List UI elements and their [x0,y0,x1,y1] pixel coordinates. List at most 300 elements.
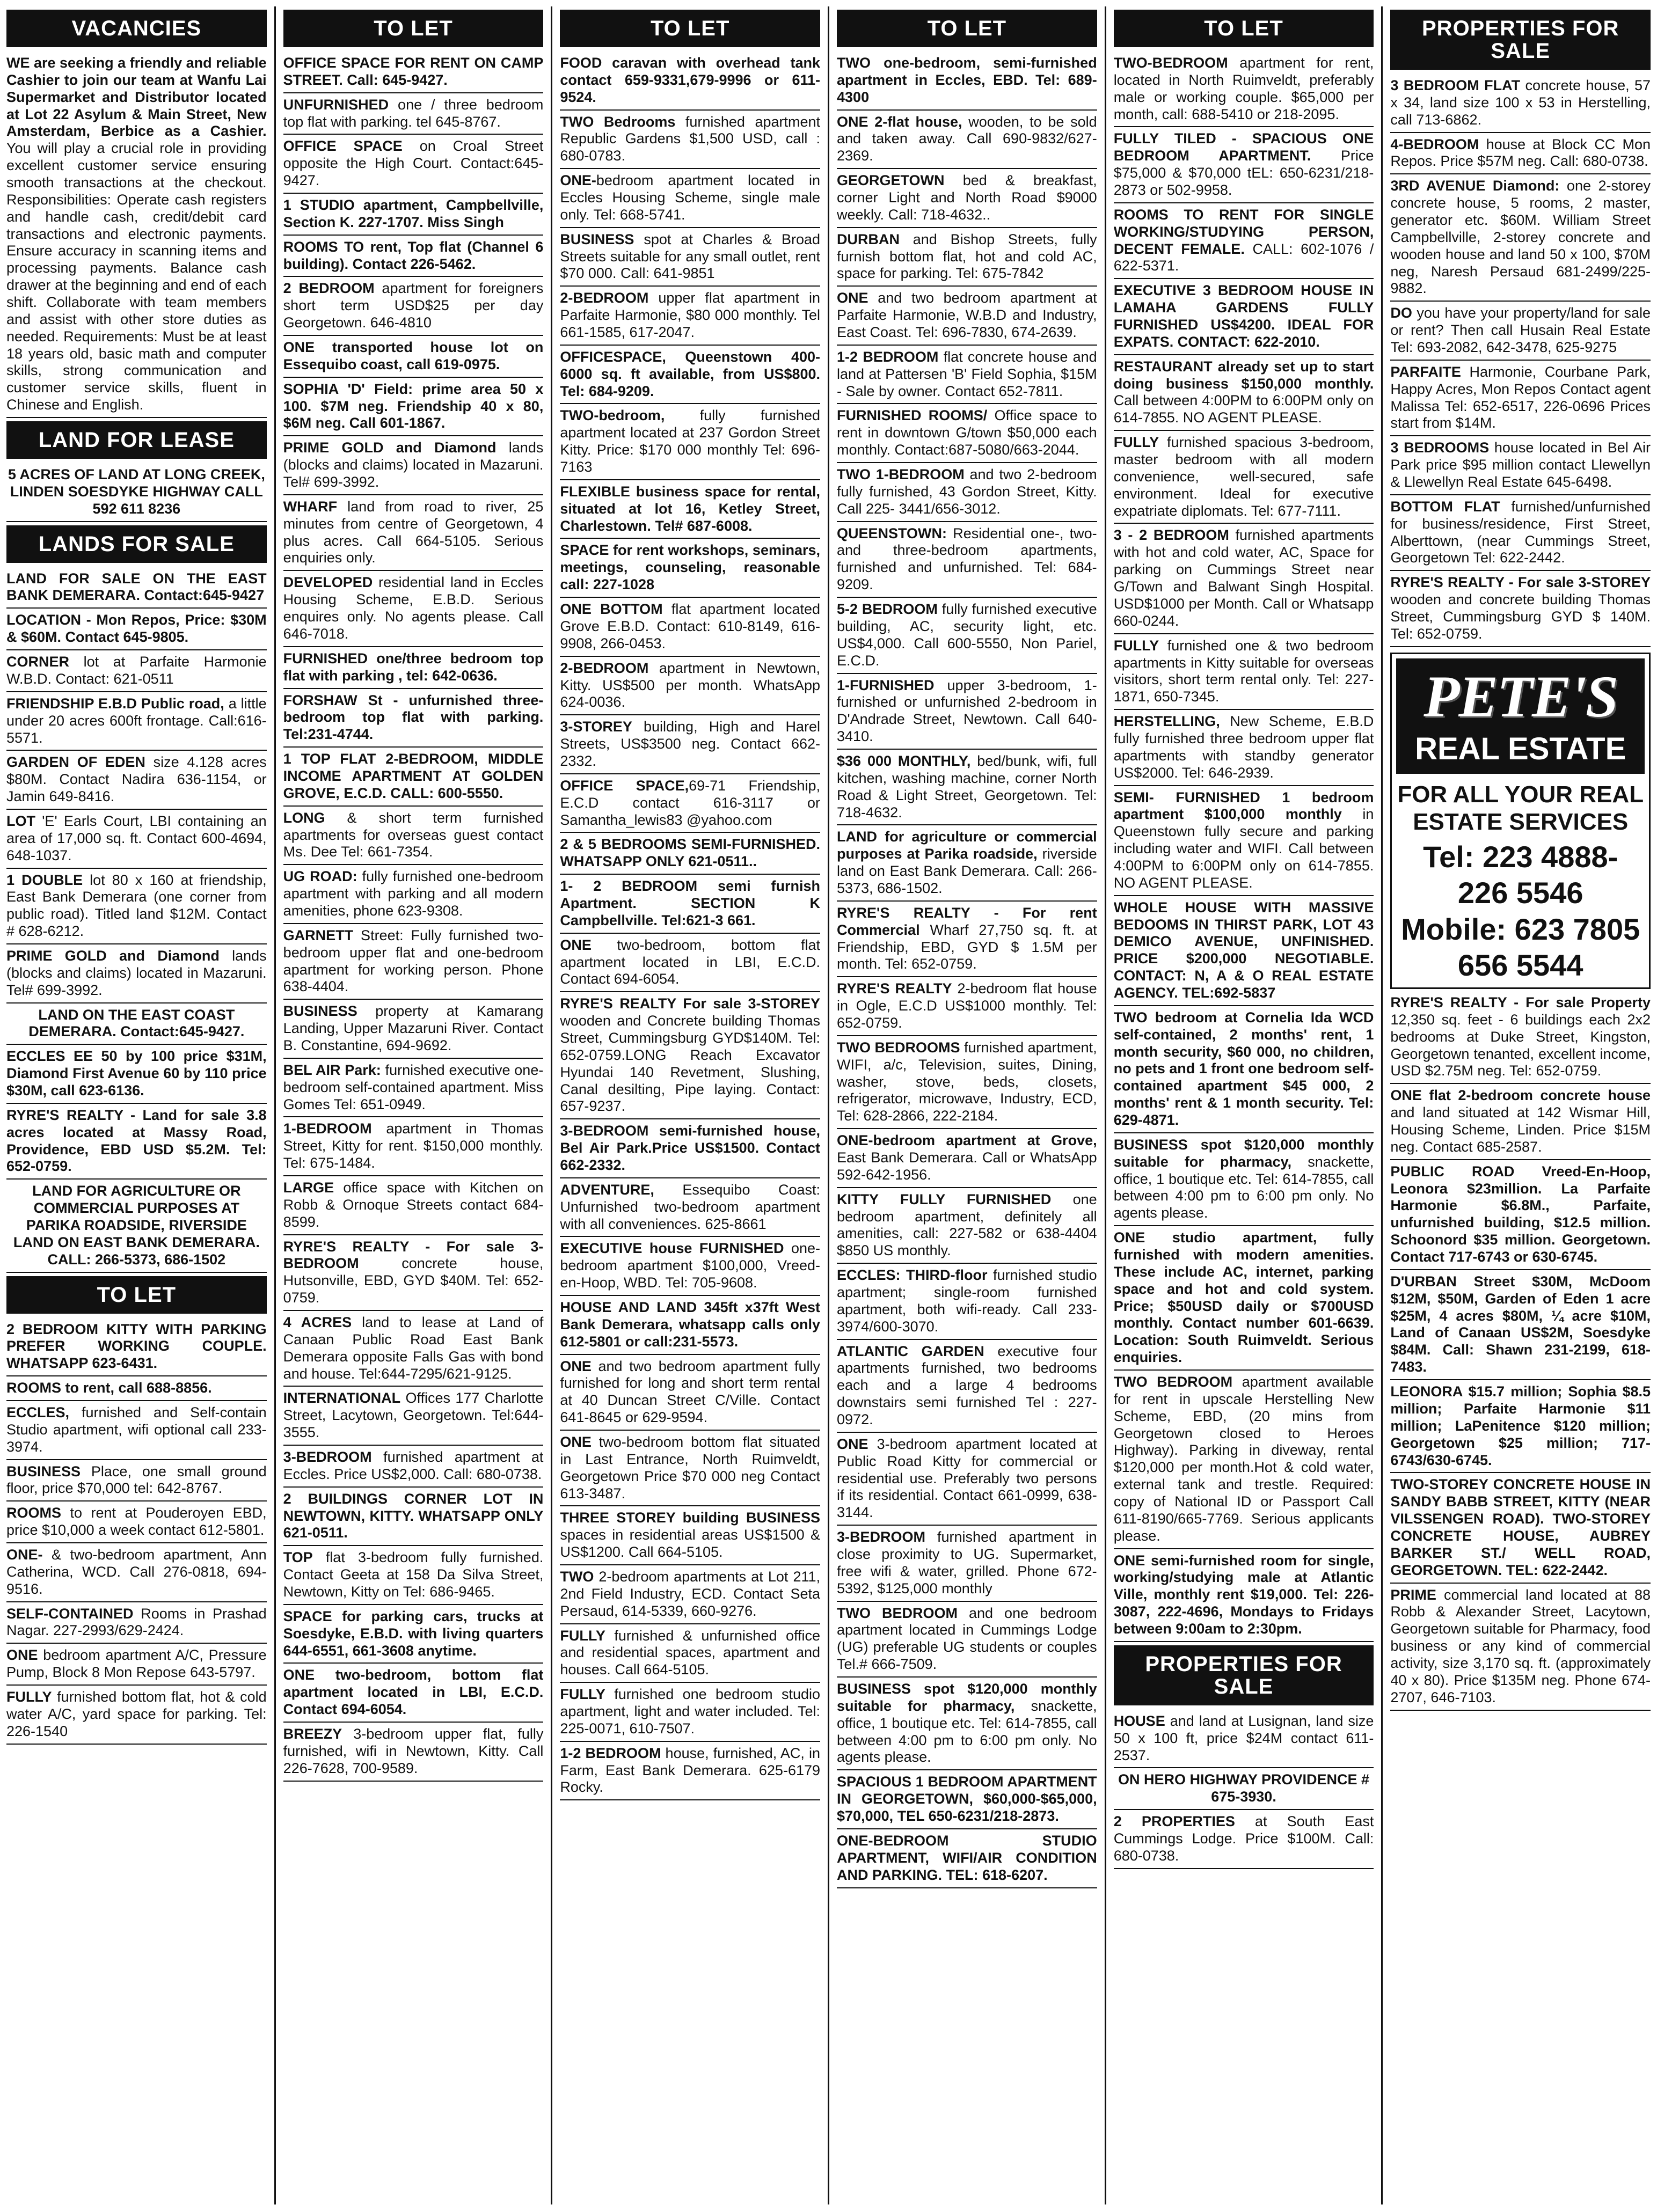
section-header-properties-for-sale: PROPERTIES FOR SALE [1114,1645,1374,1705]
section-header-to-let: TO LET [283,10,544,47]
classified-ad [1114,1552,1374,1642]
classified-ad [837,525,1097,598]
classified-ad [837,829,1097,901]
classified-ad [837,1436,1097,1526]
classified-ad [6,570,267,609]
ad-body-text: lot at Parfaite Harmonie W.B.D. Contact: 621-0511 [6,654,267,687]
classified-ad [560,1358,820,1431]
ad-lead-text: ONE- [560,172,596,189]
ad-body-text: flat 3-bedroom fully furnished. Contact Geeta at 158 Da Silva Street, Newtown, Kitty on Tel: 686-9465. [283,1549,544,1600]
classified-ad [1390,1383,1651,1473]
classified-ad [6,754,267,810]
ad-lead-text: RYRE'S REALTY - For sale 3-BEDROOM [283,1238,544,1272]
ad-lead-text: SELF-CONTAINED [6,1605,134,1622]
ad-lead-text: SPACE for parking cars, trucks at Soesdyke, E.B.D. with living quarters 644-6551, 661-3608 anytime. [283,1608,544,1659]
ad-body-text: in Queenstown fully secure and parking including water and WIFI. Call between 4:00PM to 6:00PM only on 614-7855. NO AGENT PLEASE. [1113,806,1374,891]
ad-lead-text: TOP [283,1549,313,1566]
ad-lead-text: DEVELOPED [283,574,373,591]
ad-lead-text: 1- 2 BEDROOM semi furnish Apartment. SECTION K Campbellville. Tel:621-3 661. [560,878,821,928]
ad-lead-text: 1-BEDROOM [283,1120,372,1137]
ad-lead-text: HOUSE [1113,1712,1165,1729]
ad-lead-text: BOTTOM FLAT [1390,498,1500,515]
ad-lead-text: FULLY [1113,434,1159,451]
ad-body-text: land from road to river, 25 minutes from centre of Georgetown, 4 plus acres. Call 664-5105. Serious enquiries only. [283,498,544,566]
classified-ad [283,97,544,135]
ad-lead-text: PRIME [1390,1586,1436,1603]
classified-ad [560,601,820,657]
ad-lead-text: FLEXIBLE business space for rental, situated at lot 16, Ketley Street, Charlestown. Tel# 687-6008. [560,483,821,534]
ad-lead-text: 2-BEDROOM [560,660,649,676]
classified-ad [837,1343,1097,1433]
ad-lead-text: 3 BEDROOMS [1390,440,1490,456]
logo-mobile-2: 656 5544 [1457,948,1583,982]
ad-body-text: Street: Fully furnished two-bedroom upper flat and one-bedroom apartment for working person. Phone 638-4404. [283,927,544,995]
classified-ad [6,1505,267,1543]
ad-body-text: Place, one small ground floor, price $70,000 tel: 642-8767. [6,1463,267,1497]
ad-lead-text: ONE BOTTOM [560,601,663,618]
classified-ad [1114,130,1374,203]
classified-ad [1390,136,1651,175]
ad-body-text: you have your property/land for sale or rent? Then call Husain Real Estate Tel: 693-2082, 642-3478, 625-9275 [1390,305,1651,356]
classified-ad [283,1390,544,1446]
classified-ad [6,1380,267,1401]
ad-lead-text: FULLY [1113,637,1159,654]
ad-body-text: and two 2-bedroom fully furnished, 43 Gordon Street, Kitty. Call 225- 3441/656-3012. [837,466,1097,517]
ad-lead-text: ROOMS to rent, call 688-8856. [6,1380,212,1396]
section-header-to-let: TO LET [1114,10,1374,47]
classified-ad [837,1605,1097,1678]
classified-ad [837,1132,1097,1188]
ad-body-text: furnished studio apartment; single-room furnished apartment, both wifi-ready. Call 233-3974/600-3070. [837,1267,1097,1335]
ad-body-text: and land situated at 142 Wismar Hill, Housing Scheme, Linden. Price $15M neg. Contact 685-2587. [1390,1104,1651,1155]
ad-lead-text: QUEENSTOWN: [837,525,947,541]
classified-ad [837,1267,1097,1339]
ad-body-text: apartment for foreigners short term USD$25 per day Georgetown. 646-4810 [283,280,544,331]
column-4 [837,6,1106,2204]
ad-lead-text: 1-2 BEDROOM [560,1745,661,1761]
ad-lead-text: PARFAITE [1390,363,1461,380]
ad-lead-text: ATLANTIC GARDEN [837,1343,984,1359]
classified-ad [1390,1163,1651,1270]
classified-ad [283,55,544,93]
classified-ad [560,995,820,1119]
ad-lead-text: 3-BEDROOM semi-furnished house, Bel Air Park.Price US$1500. Contact 662-2332. [560,1123,821,1173]
classified-ad [283,440,544,495]
ad-body-text: Residential one-, two- and three-bedroom apartments, furnished and unfurnished. Tel: 684-9209. [837,525,1097,593]
classified-ad [283,1491,544,1547]
ad-lead-text: LAND for agriculture or commercial purposes at Parika roadside, [837,829,1097,862]
classified-ad [560,542,820,598]
ad-body-text: Rooms in Prashad Nagar. 227-2993/629-2424. [6,1605,267,1639]
classified-ad [6,948,267,1004]
ad-lead-text: ECCLES: THIRD-floor [837,1267,988,1284]
ad-lead-text: ONE transported house lot on Essequibo coast, call 619-0975. [283,339,544,372]
classified-ad [6,466,267,522]
classified-ad [560,1123,820,1178]
ad-lead-text: SPACIOUS 1 BEDROOM APARTMENT IN GEORGETOWN, $60,000-$65,000, $70,000, TEL 650-6231/218-2873. [837,1774,1097,1825]
ad-body-text: East Bank Demerara. Call or WhatsApp 592-642-1956. [837,1149,1097,1183]
ad-lead-text: 1 DOUBLE [6,871,83,888]
classified-ad [283,1726,544,1782]
section-header-properties-for-sale: PROPERTIES FOR SALE [1390,10,1651,70]
classified-ad [6,695,267,751]
ad-lead-text: BUSINESS spot $120,000 monthly suitable for pharmacy, [837,1681,1097,1714]
ad-body-text: office space with Kitchen on Robb & Ornoque Streets contact 684-8599. [283,1179,544,1230]
ad-lead-text: 1-FURNISHED [837,677,935,693]
logo-subtitle: REAL ESTATE [1396,730,1645,774]
ad-lead-text: RYRE'S REALTY - For sale Property [1390,994,1651,1011]
ad-lead-text: TWO BEDROOMS [837,1039,960,1056]
ad-body-text: & short term furnished apartments for overseas guest contact Ms. Dee Tel: 661-7354. [283,809,544,860]
ad-body-text: furnished apartment in close proximity to UG. Supermarket, free wifi & water, grilled. Phone 672-5392, $125,000 monthly [837,1529,1097,1596]
classified-ad [560,878,820,934]
ad-lead-text: 3 - 2 BEDROOM [1113,527,1229,544]
classified-ad [283,1120,544,1176]
ad-body-text: bedroom apartment located in Eccles Housing Scheme, single male only. Tel: 668-5741. [560,172,821,223]
ad-lead-text: TWO BEDROOM [1113,1374,1233,1390]
ad-lead-text: LOT [6,812,35,829]
ad-body-text: furnished bottom flat, hot & cold water A/C, yard space for parking. Tel: 226-1540 [6,1689,267,1739]
classified-ad [1114,1137,1374,1226]
ad-lead-text: 3RD AVENUE Diamond: [1390,178,1560,194]
classified-ad [6,612,267,650]
classified-ad [283,280,544,336]
ad-lead-text: 5-2 BEDROOM [837,601,938,618]
classified-ad [6,1606,267,1644]
ad-body-text: Wharf 27,750 sq. ft. at Friendship, EBD, GYD $ 1.5M per month. Tel: 652-0759. [837,921,1097,972]
ad-lead-text: CORNER [6,654,70,670]
classified-ad [560,1240,820,1296]
classified-ad [1390,178,1651,302]
ad-body-text: 12,350 sq. feet - 6 buildings each 2x2 bedrooms at Duke Street, Kingston, Georgetown tenanted, excellent income, USD $2.75M neg. Tel: 652-0759. [1390,1011,1651,1079]
ad-body-text: on Croal Street opposite the High Court. Contact:645-9427. [283,138,544,189]
classified-ad [1390,77,1651,133]
ad-lead-text: RYRE'S REALTY For sale 3-STOREY [560,995,821,1012]
classified-ad [560,836,820,875]
classified-ad [837,349,1097,405]
ad-lead-text: ONE [560,1434,592,1451]
ad-lead-text: FULLY TILED - SPACIOUS ONE BEDROOM APARTMENT. [1113,130,1374,164]
ad-body-text: two-bedroom, bottom flat apartment located in LBI, E.C.D. Contact 694-6054. [560,936,821,987]
classified-ad [837,55,1097,111]
section-header-to-let: TO LET [560,10,820,47]
ad-lead-text: LAND FOR AGRICULTURE OR COMMERCIAL PURPOSES AT PARIKA ROADSIDE, RIVERSIDE LAND ON EAST BANK DEMERARA. CALL: 266-5373, 686-1502 [13,1183,260,1268]
logo-telephone: Tel: 223 4888- [1423,840,1618,874]
ad-lead-text: 3-STOREY [560,719,632,735]
ad-body-text: executive four apartments furnished, two bedrooms each and a large 4 bedrooms downstairs semi furnished Tel : 227-0972. [837,1343,1097,1428]
ad-lead-text: ADVENTURE, [560,1181,654,1198]
classified-ad [1114,713,1374,786]
ad-body-text: furnished executive one-bedroom self-contained apartment. Miss Gomes Tel: 651-0949. [283,1061,544,1112]
logo-mobile: Mobile: 623 7805 [1401,912,1640,946]
ad-lead-text: SEMI- FURNISHED 1 bedroom apartment $100,000 monthly [1113,789,1374,823]
classified-ad [6,1647,267,1686]
classified-ad [560,1510,820,1565]
ad-lead-text: ROOMS TO RENT FOR SINGLE WORKING/STUDYING PERSON, DECENT FEMALE. [1113,206,1374,257]
classified-ad [283,751,544,807]
ad-lead-text: FORSHAW St - unfurnished three-bedroom top flat with parking. Tel:231-4744. [283,692,544,743]
ad-body-text: spot at Charles & Broad Streets suitable for any small outlet, rent $70 000. Call: 641-9851 [560,231,821,282]
classified-ad [560,1434,820,1506]
ad-body-text: CALL: 602-1076 / 622-5371. [1113,240,1374,274]
classified-ad [6,1183,267,1272]
ad-body-text: upper flat apartment in Parfaite Harmonie, $80 000 monthly. Tel 661-1585, 617-2047. [560,290,821,341]
ad-body-text: fully furnished one-bedroom apartment with parking and all modern amenities, phone 623-9308. [283,868,544,919]
classified-ad [837,1529,1097,1601]
ad-lead-text: FURNISHED one/three bedroom top flat with parking , tel: 642-0636. [283,650,544,684]
ad-lead-text: UNFURNISHED [283,96,389,113]
ad-lead-text: FOOD caravan with overhead tank contact 659-9331,679-9996 or 611-9524. [560,55,821,105]
classified-ad [1114,1009,1374,1133]
ad-body-text: fully furnished executive building, AC, security light, etc. US$4,000. Call 600-5550, Non Pariel, E.C.D. [837,601,1097,669]
logo-telephone-2: 226 5546 [1457,876,1583,910]
classified-ad [1390,994,1651,1084]
classified-ad [560,1686,820,1742]
classified-ad [6,55,267,418]
ad-lead-text: 2-BEDROOM [560,290,649,306]
ad-lead-text: $36 000 MONTHLY, [837,752,971,769]
ad-body-text: furnished apartment at Eccles. Price US$2,000. Call: 680-0738. [283,1449,544,1482]
classified-ad [283,927,544,1000]
classified-ad [837,1833,1097,1888]
ad-body-text: a little under 20 acres 600ft frontage. Call:616-5571. [6,695,267,746]
ad-lead-text: SPACE for rent workshops, seminars, meetings, counseling, reasonable call: 227-1028 [560,542,821,593]
classified-ad [1390,574,1651,647]
petes-real-estate-ad [1390,653,1651,989]
classified-ad [6,813,267,869]
classified-ad [837,1039,1097,1129]
ad-body-text: house at Block CC Mon Repos. Price $57M neg. Call: 680-0738. [1390,136,1651,170]
classified-ad [283,1549,544,1605]
ad-lead-text: FRIENDSHIP E.B.D Public road, [6,695,224,712]
ad-lead-text: GEORGETOWN [837,172,945,189]
ad-lead-text: OFFICESPACE, Queenstown 400-6000 sq. ft available, from US$800. Tel: 684-9209. [560,348,821,399]
ad-lead-text: LAND FOR SALE ON THE EAST BANK DEMERARA. Contact:645-9427 [6,570,267,604]
classified-ad [6,1547,267,1602]
section-header-lands-for-sale: LANDS FOR SALE [6,525,267,563]
ad-lead-text: 1 TOP FLAT 2-BEDROOM, MIDDLE INCOME APARTMENT AT GOLDEN GROVE, E.C.D. CALL: 600-5550. [283,751,544,801]
classified-ad [837,231,1097,287]
ad-body-text: and two bedroom apartment at Parfaite Harmonie, W.B.D and Industry, East Coast. Tel: 696-7830, 674-2639. [837,290,1097,341]
ad-lead-text: HERSTELLING, [1113,713,1220,730]
ad-lead-text: UG ROAD: [283,868,357,885]
ad-body-text: commercial land located at 88 Robb & Alexander Street, Lacytown, Georgetown suitable for Pharmacy, food business or any kind of commercial activity, size 3,170 sq. ft. (approximately 40 x 80). Price $135M neg. Phone 674-2707, 646-7103. [1390,1586,1651,1705]
ad-body-text: and land at Lusignan, land size 50 x 100 ft, price $24M contact 611-2537. [1113,1712,1374,1763]
classified-ad [837,601,1097,673]
classified-ad [1114,789,1374,896]
ad-lead-text: LOCATION - Mon Repos, Price: $30M & $60M. Contact 645-9805. [6,612,267,646]
classified-ad [1114,358,1374,431]
ad-body-text: wooden and concrete building Thomas Street, Cummingsburg GYD $ 140M. Tel: 652-0759. [1390,591,1651,642]
ad-body-text: snackette, office, 1 boutique etc. Tel: 614-7855, call between 4:00 pm to 6:00 pm only. No agents please. [837,1697,1097,1766]
ad-body-text: one / three bedroom top flat with parking. tel 645-8767. [283,96,544,130]
ad-lead-text: ONE studio apartment, fully furnished with modern amenities. These include AC, internet, parking space and hot and cold system. Price; $50USD daily or $700USD monthly. Contact number 601-6639. Location: South Ruimveldt. Serious enquiries. [1113,1229,1374,1366]
classified-ad [1390,1587,1651,1711]
classified-ad [283,1062,544,1118]
ad-body-text: 69-71 Friendship, E.C.D contact 616-3117 or Samantha_lewis83 @yahoo.com [560,777,821,828]
ad-body-text: one-bedroom apartment $100,000, Vreed-en-Hoop, WBD. Tel: 705-9608. [560,1240,821,1291]
ad-body-text: riverside land on East Bank Demerara. Call: 266-5373, 686-1502. [837,846,1097,896]
ad-lead-text: RYRE'S REALTY - Land for sale 3.8 acres located at Massy Road, Providence, EBD USD $5.2M. Tel: 652-0759. [6,1107,267,1175]
classified-ad [1390,1087,1651,1160]
classified-ad [283,810,544,866]
ad-lead-text: TWO-BEDROOM [1113,55,1228,71]
classified-ad [560,1299,820,1355]
classified-ad [1390,1273,1651,1380]
classified-ad [1114,1713,1374,1769]
ad-lead-text: RYRE'S REALTY - For sale 3-STOREY [1390,574,1651,591]
ad-lead-text: ONE two-bedroom, bottom flat apartment located in LBI, E.C.D. Contact 694-6054. [283,1667,544,1718]
ad-lead-text: TWO BEDROOM [837,1605,958,1621]
ad-lead-text: ECCLES, [6,1404,70,1420]
ad-lead-text: TWO 1-BEDROOM [837,466,965,483]
ad-lead-text: ROOMS TO rent, Top flat (Channel 6 building). Contact 226-5462. [283,238,544,272]
ad-lead-text: BREEZY [283,1726,342,1742]
classified-ad [283,650,544,689]
ad-lead-text: RESTAURANT already set up to start doing business $150,000 monthly. [1113,358,1374,392]
classified-ad [1114,1374,1374,1549]
ad-body-text: concrete house, Hutsonville, EBD, GYD $40M. Tel: 652-0759. [283,1255,544,1306]
classified-ad [837,1191,1097,1264]
classified-ad [1114,434,1374,524]
classified-ad [1114,899,1374,1006]
ad-lead-text: ONE [560,1358,592,1374]
classified-ad [283,574,544,647]
classified-ad [1390,305,1651,361]
classified-ad [560,1182,820,1237]
ad-lead-text: TWO-bedroom, [560,407,665,424]
ad-body-text: lands (blocks and claims) located in Mazaruni. Tel# 699-3992. [283,440,544,490]
classified-ad [6,1107,267,1180]
ad-lead-text: ONE [6,1647,38,1664]
ad-lead-text: 2 BEDROOM KITTY WITH PARKING PREFER WORKING COUPLE. WHATSAPP 623-6431. [6,1321,267,1372]
ad-lead-text: 3-BEDROOM [837,1529,926,1546]
classified-ad [837,1681,1097,1770]
section-header-vacancies: VACANCIES [6,10,267,47]
classified-ad [283,499,544,571]
classified-ad [283,868,544,924]
ad-body-text: furnished and Self-contain Studio apartment, wifi optional call 233-3974. [6,1404,267,1455]
ad-lead-text: 1 STUDIO apartment, Campbellville, Section K. 227-1707. Miss Singh [283,197,544,230]
ad-body-text: residential land in Eccles Housing Scheme, E.B.D. Serious enquires only. No agents please. Call 646-7018. [283,574,544,642]
ad-lead-text: FULLY [6,1689,52,1705]
ad-lead-text: BEL AIR Park: [283,1061,381,1078]
ad-body-text: fully furnished apartment located at 237 Gordon Street Kitty. Price: $170 000 monthly Tel: 696-7163 [560,407,821,475]
ad-lead-text: FULLY [560,1686,605,1703]
ad-body-text: lot 80 x 160 at friendship, East Bank Demerara (one corner from public road). Titled land $12M. Contact # 628-6212. [6,871,267,940]
ad-lead-text: ROOMS [6,1505,62,1521]
classified-ad [6,1689,267,1745]
ad-lead-text: FURNISHED ROOMS/ [837,407,988,424]
ad-body-text: at South East Cummings Lodge. Price $100M. Call: 680-0738. [1113,1813,1374,1864]
ad-body-text: furnished apartment Republic Gardens $1,500 USD, call : 680-0783. [560,113,821,164]
ad-lead-text: ONE semi-furnished room for single, working/studying male at Atlantic Ville, monthly rent $19,000. Tel: 226-3087, 222-4696, Mondays to Fridays between 9:00am to 2:30pm. [1113,1552,1374,1637]
ad-lead-text: WHOLE HOUSE WITH MASSIVE BEDOOMS IN THIRST PARK, LOT 43 DEMICO AVENUE, UNFINISHED. PRICE $200,000 NEGOTIABLE. CONTACT: N, A & O REAL ESTATE AGENCY. TEL:692-5837 [1113,899,1374,1001]
section-header-to-let: TO LET [6,1276,267,1314]
classified-ad [283,339,544,378]
classified-ad [837,114,1097,170]
logo-tagline: FOR ALL YOUR REAL ESTATE SERVICES [1397,781,1644,835]
ad-body-text: 3-bedroom upper flat, fully furnished, wifi in Newtown, Kitty. Call 226-7628, 700-9589. [283,1726,544,1776]
ad-lead-text: 3-BEDROOM [283,1449,372,1466]
classified-ad [1390,440,1651,495]
classified-ad [6,1463,267,1502]
ad-lead-text: 4 ACRES [283,1314,352,1330]
ad-body-text: & two-bedroom apartment, Ann Catherina, WCD. Call 276-0818, 694-9516. [6,1547,267,1597]
ad-body-text: furnished apartments with hot and cold water, AC, Space for parking on Cummings Street near G/Town and Balwant Singh Hospital. USD$1000 per Month. Call or Whatsapp 660-0244. [1113,527,1374,629]
ad-lead-text: WE are seeking a friendly and reliable Cashier to join our team at Wanfu Lai Supermarket and Distributor located at Lot 22 Asylum & Main Street, New Amsterdam, Berbice as a Cashier. [6,55,267,140]
ad-lead-text: PUBLIC ROAD Vreed-En-Hoop, Leonora $23million. La Parfaite Harmonie $6.8M., Parfaite, unfurnished building, $12.5 million. Schoonord $35 million. Georgetown. Contact 717-6743 or 630-6745. [1390,1163,1651,1265]
ad-body-text: furnished & unfurnished office and residential spaces, apartment and houses. Call 664-5105. [560,1627,821,1678]
ad-lead-text: BUSINESS [283,1003,357,1020]
ad-lead-text: DURBAN [837,231,900,247]
ad-lead-text: 4-BEDROOM [1390,136,1479,152]
ad-lead-text: 2 BEDROOM [283,280,375,297]
ad-body-text: wooden, to be sold and taken away. Call 690-9832/627-2369. [837,113,1097,164]
classified-ad [6,872,267,944]
classified-ad [1390,364,1651,436]
ad-body-text: size 4.128 acres $80M. Contact Nadira 636-1154, or Jamin 649-8416. [6,754,267,805]
classified-ad [6,654,267,692]
ad-body-text: one bedroom apartment, definitely all amenities, call: 227-582 or 638-4404 $850 US monthly. [837,1191,1097,1259]
ad-lead-text: WHARF [283,498,338,515]
ad-lead-text: 3 BEDROOM FLAT [1390,77,1521,93]
ad-lead-text: RYRE'S REALTY [837,980,952,997]
ad-lead-text: ONE [837,290,868,306]
classified-ad [560,407,820,480]
ad-body-text: bedroom apartment A/C, Pressure Pump, Block 8 Mon Repose 643-5797. [6,1647,267,1681]
ad-body-text: flat concrete house and land at Pattersen 'B' Field Sophia, $15M - Sale by owner. Contact 652-7811. [837,348,1097,399]
ad-lead-text: RYRE'S REALTY - For rent Commercial [837,904,1097,938]
ad-lead-text: TWO one-bedroom, semi-furnished apartment in Eccles, EBD. Tel: 689-4300 [837,55,1097,105]
classified-ad [560,231,820,287]
ad-lead-text: SOPHIA 'D' Field: prime area 50 x 100. $7M neg. Friendship 40 x 80, $6M neg. Call 601-1867. [283,380,544,431]
ad-lead-text: TWO Bedrooms [560,113,676,130]
classified-ad [560,778,820,833]
column-6 [1390,6,1651,2204]
classified-ad [283,138,544,194]
classified-ad [837,677,1097,750]
classified-ad [560,114,820,170]
classified-ad [560,1745,820,1801]
classified-ad [283,381,544,437]
ad-body-text: Call between 4:00PM to 6:00PM only on 614-7855. NO AGENT PLEASE. [1113,392,1374,426]
ad-body-text: land to lease at Land of Canaan Public Road East Bank Demerara opposite Falls Gas with bond and house. Tel:644-7295/621-9125. [283,1314,544,1382]
ad-lead-text: PRIME GOLD and Diamond [283,440,497,456]
ad-body-text: Harmonie, Courbane Park, Happy Acres, Mon Repos Contact agent Malissa Tel: 652-6517, 226-0696 Prices start from $14M. [1390,363,1651,431]
ad-body-text: concrete house, 57 x 34, land size 100 x 53 in Herstelling, call 713-6862. [1390,77,1651,128]
classified-ad [6,1321,267,1377]
ad-body-text: 'E' Earls Court, LBI containing an area of 17,000 sq. ft. Contact 600-4694, 648-1037. [6,812,267,863]
ad-lead-text: ONE- [6,1547,43,1563]
ad-body-text: to rent at Pouderoyen EBD, price $10,000 a week contact 612-5801. [6,1505,267,1539]
classified-ad [283,692,544,748]
ad-lead-text: DO [1390,305,1412,321]
ad-lead-text: OFFICE SPACE FOR RENT ON CAMP STREET. Call: 645-9427. [283,55,544,88]
ad-lead-text: GARNETT [283,927,354,943]
classified-ad [6,1007,267,1045]
classified-ad [1390,1476,1651,1583]
classified-ad [1114,638,1374,710]
ad-lead-text: OFFICE SPACE [283,138,403,155]
ad-body-text: 3-bedroom apartment located at Public Road Kitty for commercial or residential use. Preferably two persons if its residential. Contact 661-0999, 638-3144. [837,1435,1097,1521]
classified-ad [283,1180,544,1235]
ad-body-text: 2-bedroom apartments at Lot 211, 2nd Field Industry, ECD. Contact Seta Persaud, 614-5339, 660-9276. [560,1569,821,1619]
classified-ad [283,1314,544,1387]
ad-lead-text: ONE-bedroom apartment at Grove, [837,1132,1097,1149]
ad-lead-text: KITTY FULLY FURNISHED [837,1191,1052,1207]
ad-body-text: lands (blocks and claims) located in Mazaruni. Tel# 699-3992. [6,947,267,998]
